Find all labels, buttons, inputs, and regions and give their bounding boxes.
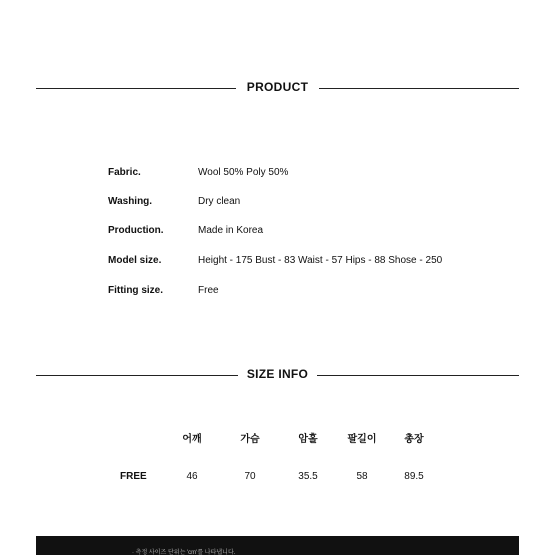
size-column-header: 가슴	[240, 434, 260, 445]
spec-label: Fabric.	[108, 167, 141, 178]
spec-value: Wool 50% Poly 50%	[198, 167, 289, 178]
size-info-section-header	[36, 365, 519, 385]
spec-label: Fitting size.	[108, 285, 163, 296]
size-note-bar	[36, 536, 519, 555]
product-section-header	[36, 78, 519, 98]
spec-label: Washing.	[108, 196, 153, 207]
size-value: 46	[186, 471, 198, 482]
spec-value: Free	[198, 285, 219, 296]
size-value: 58	[356, 471, 368, 482]
size-column-header: 팔길이	[347, 434, 377, 445]
header-divider-right	[317, 375, 519, 376]
size-column-header: 총장	[404, 434, 424, 445]
spec-label: Production.	[108, 225, 164, 236]
header-divider-right	[319, 88, 519, 89]
size-unit-note: · 측정 사이즈 단위는 'cm'를 나타냅니다.	[132, 550, 236, 556]
product-title: PRODUCT	[246, 80, 309, 94]
size-value: 35.5	[298, 471, 318, 482]
size-column-header: 암홀	[298, 434, 318, 445]
size-info-title: SIZE INFO	[246, 367, 309, 381]
size-value: 70	[244, 471, 256, 482]
spec-value: Height - 175 Bust - 83 Waist - 57 Hips - 88 Shose - 250	[198, 255, 443, 266]
size-value: 89.5	[404, 471, 424, 482]
size-row-label: FREE	[120, 471, 147, 482]
spec-value: Made in Korea	[198, 225, 264, 236]
spec-value: Dry clean	[198, 196, 241, 207]
size-column-header: 어깨	[182, 434, 202, 445]
spec-label: Model size.	[108, 255, 162, 266]
